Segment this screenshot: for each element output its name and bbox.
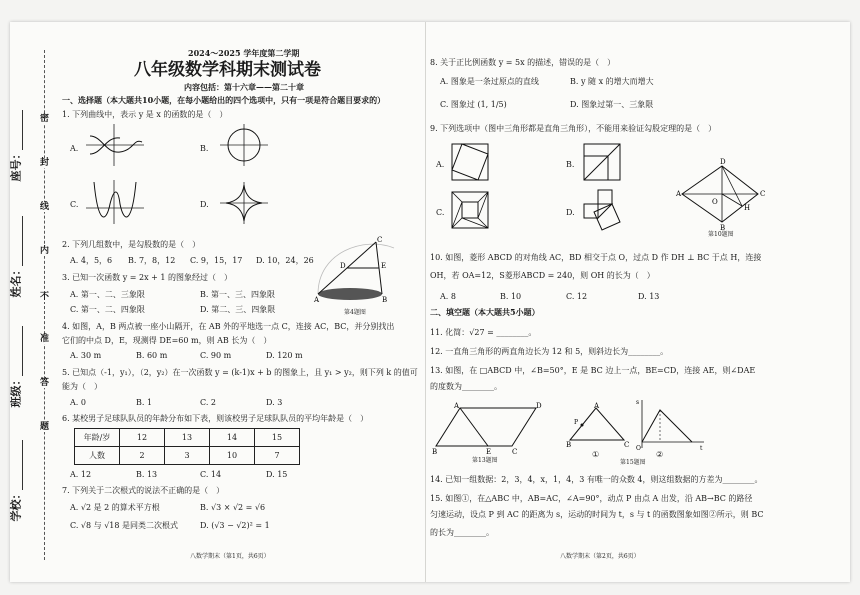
class-label: 班级：: [9, 374, 23, 408]
svg-text:O: O: [636, 445, 641, 452]
option-d[interactable]: D. 10，24，26: [256, 256, 314, 265]
option-d[interactable]: D. 15: [266, 470, 288, 479]
figure-label: ②: [656, 450, 664, 459]
question-11: 11. 化简：√27 = ________。: [430, 328, 537, 337]
seal-char: 题: [40, 422, 50, 432]
seal-char: 不: [40, 292, 50, 302]
section-heading: 二、填空题（本大题共5小题）: [430, 307, 540, 317]
question-5-cont: 能为（ ）: [62, 382, 102, 391]
option-b[interactable]: B. 10: [500, 292, 522, 301]
class-field[interactable]: [22, 326, 23, 376]
seal-char: 封: [40, 158, 50, 168]
figure-caption: 第13题图: [472, 457, 498, 464]
svg-text:s: s: [636, 399, 640, 406]
option-c[interactable]: C. 14: [200, 470, 222, 479]
question-7: 7. 下列关于二次根式的说法不正确的是（ ）: [62, 486, 225, 495]
table-cell: 12: [120, 429, 165, 447]
page-footer: 八数学期末（第1页，共6页）: [190, 553, 270, 560]
question-15-end: 的长为________。: [430, 528, 494, 537]
name-label: 姓名：: [9, 264, 23, 298]
option-a[interactable]: A. √2 是 2 的算术平方根: [70, 503, 160, 512]
question-13-cont: 的度数为________。: [430, 382, 502, 391]
q1-graph-c: [84, 178, 146, 226]
option-a[interactable]: A. 12: [70, 470, 92, 479]
svg-text:t: t: [700, 445, 703, 452]
table-cell: 2: [120, 447, 165, 465]
question-4-cont: 它们的中点 D，E，现测得 DE=60 m，则 AB 长为（ ）: [62, 336, 272, 345]
svg-text:A: A: [594, 402, 600, 410]
q13-figure: [432, 402, 542, 456]
svg-text:P: P: [574, 419, 579, 426]
option-b[interactable]: B. 13: [136, 470, 158, 479]
question-12: 12. 一直角三角形的两直角边长为 12 和 5，则斜边长为________。: [430, 347, 669, 356]
option-d[interactable]: D. 图象过第一、三象限: [570, 100, 654, 109]
question-8: 8. 关于正比例函数 y = 5x 的描述，错误的是（ ）: [430, 58, 616, 67]
option-a[interactable]: A. 0: [70, 398, 86, 407]
seal-char: 密: [40, 114, 50, 124]
option-c[interactable]: C. √8 与 √18 是同类二次根式: [70, 521, 179, 530]
question-10: 10. 如图，菱形 ABCD 的对角线 AC，BD 相交于点 O，过点 D 作 DH ⊥ BC 于点 H，连接: [430, 253, 762, 262]
question-14: 14. 已知一组数据：2，3，4，x，1，4，3 有唯一的众数 4，则这组数据的方差为________。: [430, 475, 763, 484]
question-15: 15. 如图①，在△ABC 中，AB=AC，∠A=90°，动点 P 由点 A 出发，沿 AB→BC 的路径: [430, 494, 753, 503]
option-c[interactable]: C. 90 m: [200, 351, 232, 360]
name-field[interactable]: [22, 216, 23, 266]
option-b[interactable]: B. 60 m: [136, 351, 168, 360]
option-b[interactable]: B. 1: [136, 398, 153, 407]
section-heading: 一、选择题（本大题共10小题，在每小题给出的四个选项中，只有一项是符合题目要求的）: [62, 95, 386, 105]
option-a[interactable]: A. 图象是一条过原点的直线: [440, 77, 539, 86]
table-cell: 人数: [75, 447, 120, 465]
svg-text:C: C: [760, 190, 766, 198]
exam-title: 八年级数学科期末测试卷: [134, 60, 321, 80]
q1-graph-d: [218, 180, 270, 226]
svg-text:D: D: [340, 262, 346, 270]
question-5: 5. 已知点（-1，y₁），（2，y₂）在一次函数 y = (k-1)x + b 的图象上，且 y₁ > y₂，则下列 k 的值可: [62, 368, 418, 377]
question-6: 6. 某校男子足球队队员的年龄分布如下表，则该校男子足球队队员的平均年龄是（ ）: [62, 414, 369, 423]
age-table: [74, 428, 300, 465]
svg-text:A: A: [676, 190, 682, 198]
svg-text:B: B: [432, 448, 438, 456]
table-cell: 10: [210, 447, 255, 465]
option-a[interactable]: A. 30 m: [70, 351, 102, 360]
q9-figure-a: [450, 142, 490, 182]
table-cell: 7: [255, 447, 300, 465]
option-b[interactable]: B. y 随 x 的增大而增大: [570, 77, 654, 86]
question-4: 4. 如图，A，B 两点被一座小山隔开，在 AB 外的平地选一点 C，连接 AC，BC，并分别找出: [62, 322, 395, 331]
seat-number-field[interactable]: [22, 110, 23, 150]
q1-graph-a: [84, 122, 146, 168]
page-fold: [425, 22, 426, 582]
q15-figure-graph: [636, 398, 706, 452]
q9-figure-c: [450, 190, 490, 230]
svg-text:H: H: [744, 204, 751, 212]
option-d[interactable]: D. (√3 − √2)² = 1: [200, 521, 270, 530]
table-row: [75, 429, 300, 447]
exam-scope: 内容包括：第十六章——第二十章: [184, 82, 304, 92]
option-c[interactable]: C. 9，15，17: [190, 256, 243, 265]
svg-text:A: A: [454, 402, 460, 410]
page-footer: 八数学期末（第2页，共6页）: [560, 553, 640, 560]
option-b[interactable]: B. 第一、三、四象限: [200, 290, 275, 299]
option-c[interactable]: C. 图象过 (1, 1/5): [440, 100, 507, 109]
seal-char: 内: [40, 246, 50, 256]
table-cell: 14: [210, 429, 255, 447]
table-cell: 年龄/岁: [75, 429, 120, 447]
svg-text:C: C: [377, 236, 383, 244]
svg-text:O: O: [712, 198, 718, 206]
option-a[interactable]: A.: [436, 160, 445, 169]
option-b[interactable]: B. √3 × √2 = √6: [200, 503, 266, 512]
option-a[interactable]: A. 4，5，6: [70, 256, 113, 265]
q4-figure: [314, 232, 396, 312]
svg-text:B: B: [382, 296, 388, 304]
school-field[interactable]: [22, 440, 23, 490]
figure-caption: 第4题图: [344, 309, 366, 316]
svg-text:D: D: [536, 402, 542, 410]
question-1: 1. 下列曲线中，表示 y 是 x 的函数的是（ ）: [62, 110, 228, 119]
question-15-cont: 匀速运动，设点 P 到 AC 的距离为 s，运动的时间为 t，s 与 t 的函数图象如图②所示，则 BC: [430, 510, 764, 519]
figure-caption: 第15题图: [620, 459, 646, 466]
svg-text:B: B: [720, 224, 726, 232]
option-a[interactable]: A. 第一、二、三象限: [70, 290, 145, 299]
svg-text:D: D: [720, 158, 726, 166]
seal-char: 答: [40, 378, 50, 388]
q1-graph-b: [218, 122, 270, 168]
seal-char: 线: [40, 202, 50, 212]
q9-figure-b: [582, 142, 622, 182]
figure-label: ①: [592, 450, 600, 459]
option-d[interactable]: D. 第二、三、四象限: [200, 305, 276, 314]
option-a[interactable]: A. 8: [440, 292, 456, 301]
option-c[interactable]: C.: [70, 200, 79, 209]
seat-number-label: 座号：: [9, 148, 23, 182]
option-c[interactable]: C.: [436, 208, 445, 217]
question-3: 3. 已知一次函数 y = 2x + 1 的图象经过（ ）: [62, 273, 233, 282]
option-c[interactable]: C. 2: [200, 398, 217, 407]
svg-text:C: C: [512, 448, 518, 456]
figure-caption: 第10题图: [708, 231, 734, 238]
question-10-cont: OH，若 OA=12，S菱形ABCD = 240，则 OH 的长为（ ）: [430, 271, 655, 280]
binding-line: [44, 50, 45, 560]
q10-figure: [676, 158, 766, 232]
option-b[interactable]: B. 7，8，12: [128, 256, 176, 265]
table-row: [75, 447, 300, 465]
option-d[interactable]: D. 3: [266, 398, 283, 407]
school-year: 2024～2025 学年度第二学期: [188, 48, 300, 58]
table-cell: 15: [255, 429, 300, 447]
option-d[interactable]: D.: [566, 208, 575, 217]
svg-text:B: B: [566, 441, 572, 449]
svg-text:A: A: [314, 296, 320, 304]
option-c[interactable]: C. 12: [566, 292, 588, 301]
option-d[interactable]: D. 120 m: [266, 351, 303, 360]
question-13: 13. 如图，在 □ABCD 中，∠B=50°，E 是 BC 边上一点，BE=CD，连接 AE，则∠DAE: [430, 366, 756, 375]
svg-text:E: E: [486, 448, 492, 456]
option-c[interactable]: C. 第一、二、四象限: [70, 305, 145, 314]
svg-text:C: C: [624, 441, 630, 449]
seal-char: 准: [40, 334, 50, 344]
question-9: 9. 下列选项中（图中三角形都是直角三角形），不能用来验证勾股定理的是（ ）: [430, 124, 717, 133]
q9-figure-d: [582, 188, 626, 232]
question-2: 2. 下列几组数中，是勾股数的是（ ）: [62, 240, 201, 249]
option-b[interactable]: B.: [566, 160, 575, 169]
table-cell: 3: [165, 447, 210, 465]
option-b[interactable]: B.: [200, 144, 209, 153]
svg-text:E: E: [381, 262, 387, 270]
binding-margin: [9, 30, 54, 580]
table-cell: 13: [165, 429, 210, 447]
option-d[interactable]: D. 13: [638, 292, 660, 301]
q15-figure-triangle: [566, 402, 630, 448]
school-label: 学校：: [9, 488, 23, 522]
option-a[interactable]: A.: [70, 144, 79, 153]
option-d[interactable]: D.: [200, 200, 209, 209]
